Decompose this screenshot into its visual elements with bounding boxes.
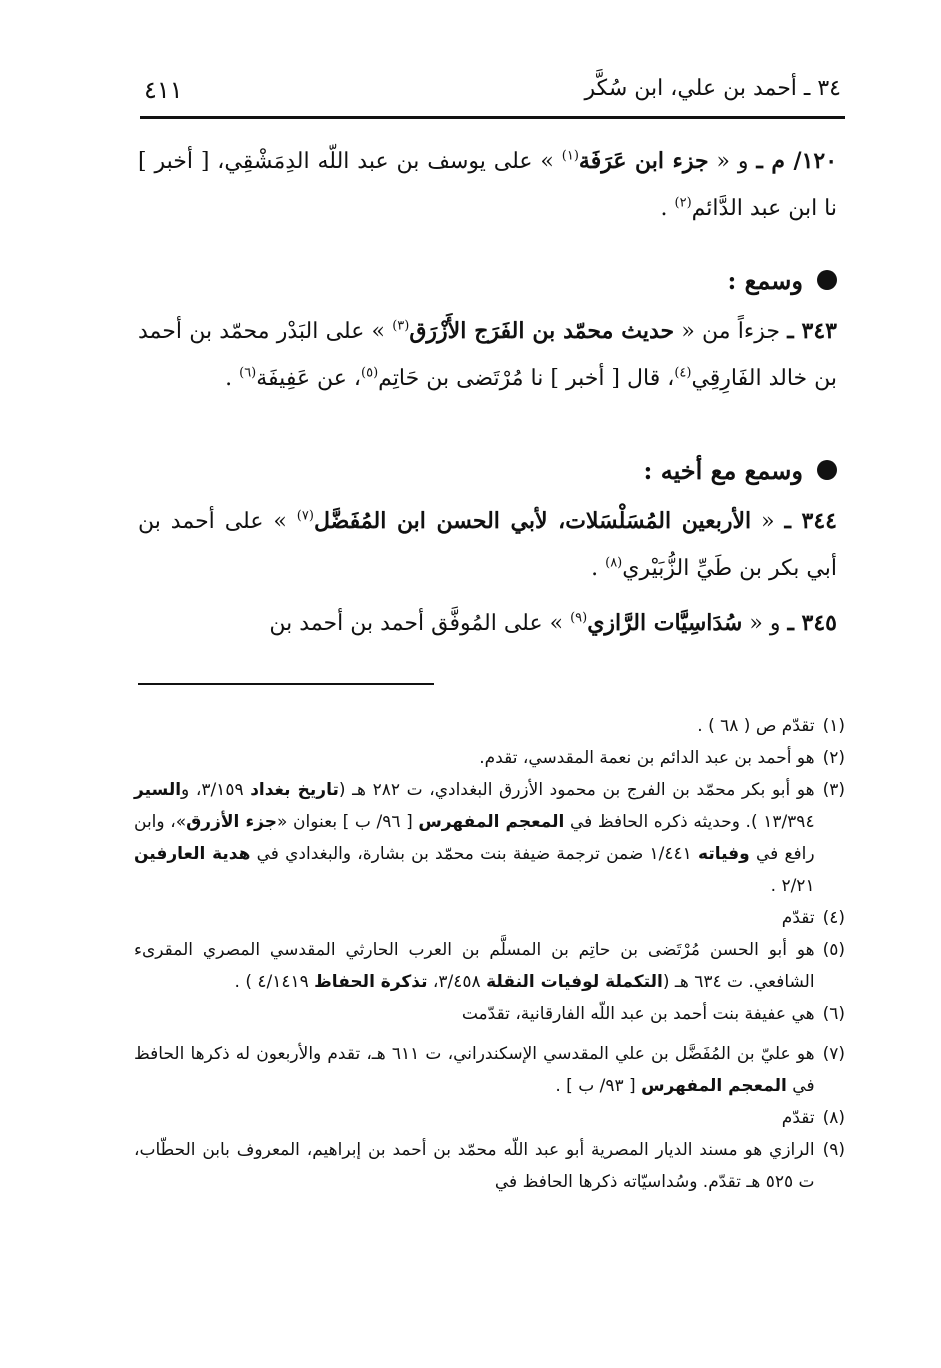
footnote-run: ١٣/٣٩٤ ). وحديثه ذكره الحافظ في [564, 812, 815, 832]
footnote-run: هو عليّ بن المُفَضَّل بن علي المقدسي الإسكندراني، ت ٦١١ هـ، تقدم والأربعون له ذكرها الحافظ في [134, 1044, 815, 1096]
footnote-text: تقدّم ص ( ٦٨ ) . [697, 716, 815, 736]
footnote-run: ٤/١٤١٩ ) . [234, 972, 315, 992]
section-label: وسمع : [727, 265, 803, 295]
footnote-ref: (٦) [239, 365, 257, 381]
footnote-number: (٤) [822, 908, 845, 928]
entry-text: » على يوسف بن عبد اللّه الدِمَشْقِي، [ أخبر ] نا ابن عبد الدَّائم [138, 149, 837, 221]
footnote-number: (٦) [822, 1004, 845, 1024]
cited-work: هدية العارفين [134, 844, 251, 864]
cited-work: تذكرة الحفاظ [314, 972, 428, 992]
footnote-4 [134, 902, 845, 934]
cited-work: جزء الأزرق [186, 812, 277, 832]
footnote-5 [134, 934, 845, 998]
footnote-text: تقدّم [781, 1108, 815, 1128]
footnote-ref: (٣) [392, 318, 410, 334]
entry-lead: و « [749, 611, 781, 636]
section-heading-heard-with-brother [138, 442, 837, 498]
footnote-8 [134, 1102, 845, 1134]
section-heading-heard [138, 252, 837, 308]
footnote-separator [138, 683, 434, 685]
page-number: ٤١١ [144, 76, 183, 104]
entry-text: ، قال [ أخبر ] نا مُرْتَضى بن حَاتِم [378, 366, 675, 391]
footnote-ref: (٨) [605, 555, 623, 571]
footnote-6 [134, 998, 845, 1030]
footnote-ref: (٥) [361, 365, 379, 381]
entry-number: ١٢٠/ م ـ [756, 148, 838, 174]
footnote-number: (٩) [822, 1140, 845, 1160]
entry-lead: « [761, 509, 775, 534]
work-title: جزء ابن عَرَفَة [578, 148, 709, 174]
footnote-text [134, 1038, 815, 1102]
footnote-number: (٣) [822, 780, 845, 800]
work-title: حديث محمّد بن الفَرَج الأَزْرَق [409, 318, 675, 344]
footnote-ref: (٧) [296, 508, 314, 524]
running-header [140, 66, 845, 119]
entry-tail: . [225, 366, 233, 391]
section-label: وسمع مع أخيه : [643, 455, 803, 485]
footnote-run: [ ٩٦/ ب ] بعنوان « [277, 812, 419, 832]
cited-work: التكملة لوفيات النقلة [486, 972, 663, 992]
cited-work: السير [134, 780, 182, 800]
entry-lead: جزءاً من « [681, 319, 780, 344]
entry-344 [138, 498, 837, 592]
entry-343 [138, 308, 837, 402]
footnote-number: (١) [822, 716, 845, 736]
cited-work: المعجم المفهرس [418, 812, 565, 832]
work-title: سُدَاسِيَّات الرَّازي [587, 610, 743, 636]
entry-number: ٣٤٤ ـ [784, 508, 837, 534]
footnote-text: الرازي هو مسند الديار المصرية أبو عبد اللّه محمّد بن أحمد بن إبراهيم، المعروف بابن الحطّاب، ت ٥٢٥ هـ تقدّم. وسُداسيّاته ذكرها الحافظ في [134, 1140, 815, 1192]
footnote-7 [134, 1038, 845, 1102]
entry-text: » على أحمد بن أبي بكر بن طَيِّ الزُّبَيْري [138, 509, 837, 581]
footnote-number: (٥) [822, 940, 845, 960]
footnote-2 [134, 742, 845, 774]
footnote-3 [134, 774, 845, 902]
footnote-ref: (٩) [570, 610, 588, 626]
footnote-run: هو أبو بكر محمّد بن الفرج بن محمود الأزرق البغدادي، ت ٢٨٢ هـ ( [338, 780, 815, 800]
footnote-text: هي عفيفة بنت أحمد بن عبد اللّه الفارقانية، تقدّمت [461, 1004, 815, 1024]
entry-number: ٣٤٥ ـ [787, 610, 837, 636]
footnote-run: [ ٩٣/ ب ] . [555, 1076, 642, 1096]
footnote-ref: (٢) [674, 195, 692, 211]
entry-tail: . [660, 196, 668, 221]
footnote-9 [134, 1134, 845, 1198]
footnote-run: هو أبو الحسن مُرْتَضى بن حاتِم بن المسلَّم بن العرب الحارثي المقدسي المصري المقرىء الشافعي. ت ٦٣٤ هـ ( [134, 940, 815, 992]
footnote-text [134, 934, 815, 998]
entry-lead: و « [716, 149, 749, 174]
footnote-1 [134, 710, 845, 742]
running-title: ٣٤ ـ أحمد بن علي، ابن سُكَّر [584, 76, 841, 101]
footnote-text: هو أحمد بن عبد الدائم بن نعمة المقدسي، تقدم. [479, 748, 815, 768]
entry-text: » على البَدْر محمّد بن أحمد بن خالد الفَارِقِي [138, 319, 837, 391]
entry-120 [138, 138, 837, 232]
footnote-ref: (١) [561, 148, 579, 164]
footnote-run: ٢/٢١ . [770, 876, 815, 896]
bullet-icon [817, 460, 837, 480]
entry-tail: . [591, 556, 599, 581]
main-text [138, 138, 837, 647]
entry-345 [138, 600, 837, 647]
entry-text: » على المُوفَّق أحمد بن أحمد بن [269, 611, 564, 636]
footnote-run: ٣/١٥٩، و [181, 780, 251, 800]
footnote-number: (٢) [822, 748, 845, 768]
work-title: الأربعين المُسَلْسَلات، لأبي الحسن ابن المُفَضَّل [313, 508, 752, 534]
footnote-run: ١/٤٤١ ضمن ترجمة ضيفة بنت محمّد بن بشارة، والبغدادي في [250, 844, 699, 864]
cited-work: المعجم المفهرس [641, 1076, 787, 1096]
bullet-icon [817, 270, 837, 290]
entry-text: ، عن عَفِيفَة [256, 366, 362, 391]
cited-work: تاريخ بغداد [250, 780, 339, 800]
footnote-number: (٨) [822, 1108, 845, 1128]
footnote-text: تقدّم [781, 908, 815, 928]
cited-work: وفياته [698, 844, 750, 864]
footnote-ref: (٤) [674, 365, 692, 381]
footnote-number: (٧) [822, 1044, 845, 1064]
footnote-run: ٣/٤٥٨، [427, 972, 487, 992]
footnotes [134, 710, 845, 1198]
footnote-run: »، وابن رافع في [134, 812, 815, 864]
footnote-text [134, 774, 815, 902]
entry-number: ٣٤٣ ـ [787, 318, 837, 344]
